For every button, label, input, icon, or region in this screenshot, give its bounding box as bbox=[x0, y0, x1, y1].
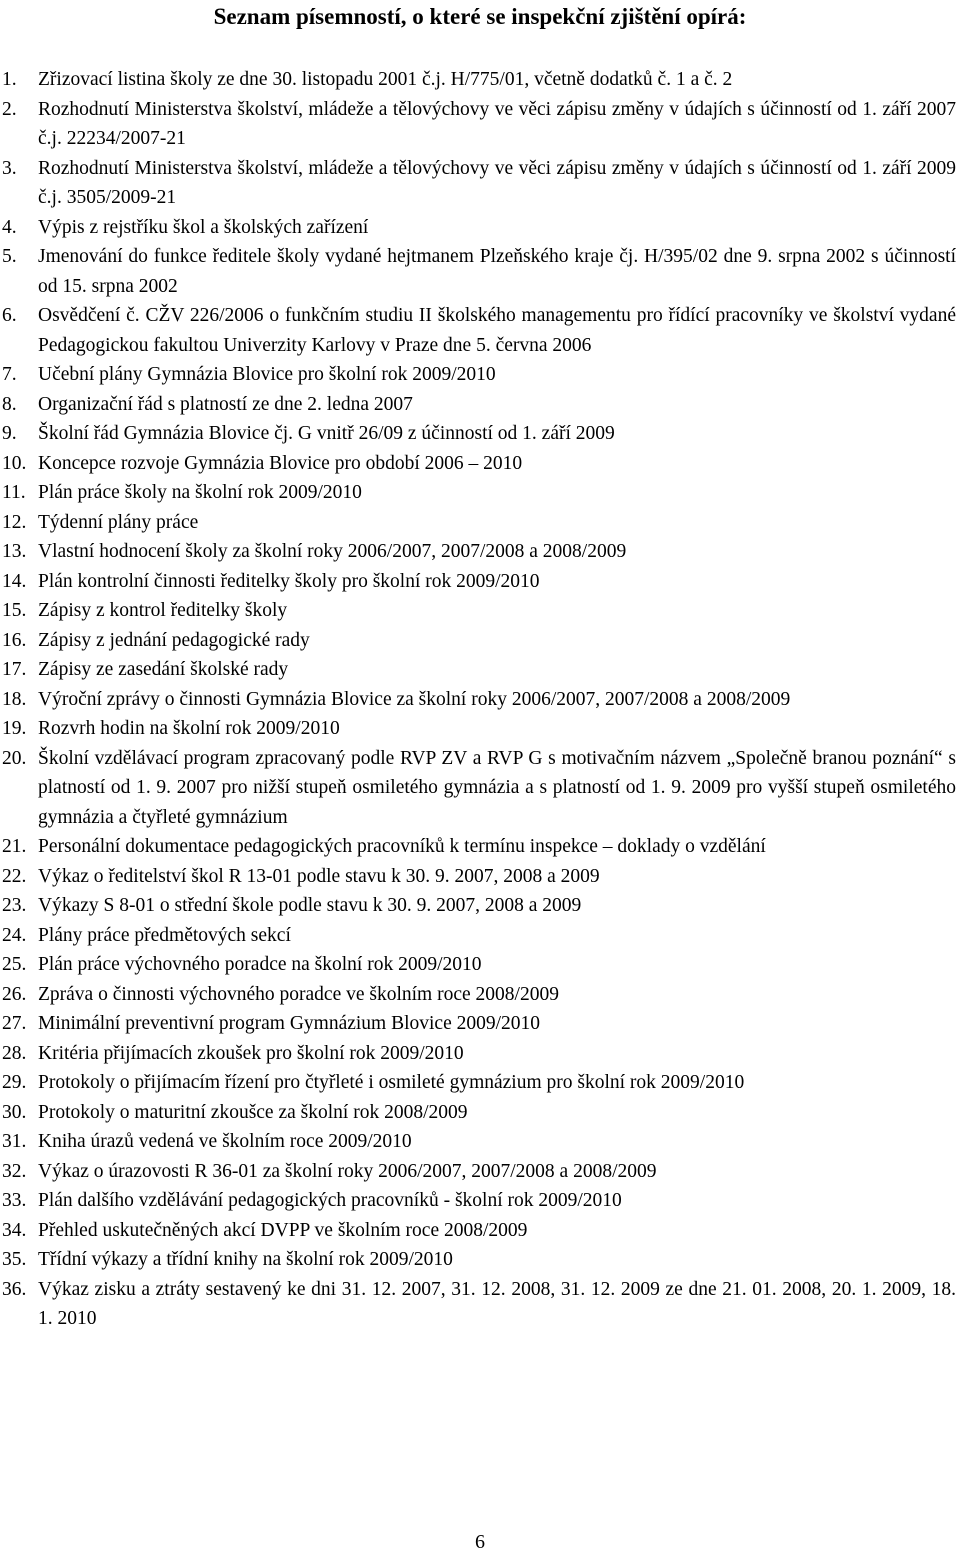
list-item-text: Zápisy ze zasedání školské rady bbox=[38, 659, 289, 680]
list-item-number: 1. bbox=[2, 69, 17, 90]
list-item-text: Plány práce předmětových sekcí bbox=[38, 924, 291, 946]
list-item-text: Personální dokumentace pedagogických pracovníků k termínu inspekce – doklady o vzdělání bbox=[38, 836, 766, 857]
list-item-number: 9. bbox=[2, 423, 17, 444]
list-item-text: Organizační řád s platností ze dne 2. ledna 2007 bbox=[38, 393, 413, 415]
list-item-text: Zápisy z jednání pedagogické rady bbox=[38, 629, 310, 651]
list-item-number: 7. bbox=[2, 364, 17, 385]
list-item bbox=[0, 449, 960, 479]
list-item-text: Výpis z rejstříku škol a školských zařízení bbox=[38, 216, 369, 238]
list-item-number: 10. bbox=[2, 452, 27, 474]
list-item-number: 15. bbox=[2, 600, 27, 621]
list-item-text: Výkaz o úrazovosti R 36-01 za školní roky 2006/2007, 2007/2008 a 2008/2009 bbox=[38, 1160, 657, 1182]
list-item bbox=[0, 862, 960, 892]
list-item bbox=[0, 980, 960, 1010]
list-item bbox=[0, 891, 960, 921]
list-item-text: Rozhodnutí Ministerstva školství, mládeže a tělovýchovy ve věci zápisu změny v údajích s účinností od 1. září 2007 č.j. 22234/2007-21 bbox=[38, 98, 956, 149]
list-item-number: 34. bbox=[2, 1219, 27, 1241]
list-item-number: 14. bbox=[2, 570, 27, 592]
list-item-number: 20. bbox=[2, 747, 27, 769]
list-item bbox=[0, 596, 960, 626]
list-item-text: Školní řád Gymnázia Blovice čj. G vnitř 26/09 z účinností od 1. září 2009 bbox=[38, 423, 615, 444]
list-item-number: 12. bbox=[2, 511, 27, 533]
list-item bbox=[0, 360, 960, 390]
list-item bbox=[0, 65, 960, 95]
document-list bbox=[0, 65, 960, 1334]
list-item-number: 18. bbox=[2, 688, 27, 710]
list-item bbox=[0, 1068, 960, 1098]
list-item-text: Jmenování do funkce ředitele školy vydané hejtmanem Plzeňského kraje čj. H/395/02 dne 9. srpna 2002 s účinností od 15. srpna 2002 bbox=[38, 246, 956, 297]
list-item bbox=[0, 537, 960, 567]
list-item-text: Zřizovací listina školy ze dne 30. listopadu 2001 č.j. H/775/01, včetně dodatků č. 1 a č. 2 bbox=[38, 69, 733, 90]
list-item bbox=[0, 301, 960, 360]
list-item-text: Plán práce výchovného poradce na školní rok 2009/2010 bbox=[38, 954, 482, 975]
list-item-text: Protokoly o přijímacím řízení pro čtyřleté i osmileté gymnázium pro školní rok 2009/2010 bbox=[38, 1072, 745, 1093]
list-item-text: Výroční zprávy o činnosti Gymnázia Blovice za školní roky 2006/2007, 2007/2008 a 2008/2009 bbox=[38, 688, 791, 710]
list-item bbox=[0, 95, 960, 154]
list-item-number: 11. bbox=[2, 482, 26, 503]
list-item-number: 5. bbox=[2, 246, 17, 267]
list-item-number: 28. bbox=[2, 1042, 27, 1064]
list-item-text: Učební plány Gymnázia Blovice pro školní rok 2009/2010 bbox=[38, 364, 496, 385]
list-item-text: Vlastní hodnocení školy za školní roky 2006/2007, 2007/2008 a 2008/2009 bbox=[38, 541, 627, 562]
list-item-number: 16. bbox=[2, 629, 27, 651]
list-item-number: 26. bbox=[2, 983, 27, 1005]
list-item-text: Rozvrh hodin na školní rok 2009/2010 bbox=[38, 718, 340, 739]
list-item-text: Výkaz zisku a ztráty sestavený ke dni 31. 12. 2007, 31. 12. 2008, 31. 12. 2009 ze dne 21. 01. 2008, 20. 1. 2009, 18. 1. 2010 bbox=[38, 1278, 956, 1329]
list-item-text: Plán kontrolní činnosti ředitelky školy pro školní rok 2009/2010 bbox=[38, 570, 540, 592]
list-item-text: Výkaz o ředitelství škol R 13-01 podle stavu k 30. 9. 2007, 2008 a 2009 bbox=[38, 865, 600, 887]
list-item-number: 27. bbox=[2, 1013, 27, 1034]
list-item bbox=[0, 1157, 960, 1187]
list-item bbox=[0, 921, 960, 951]
list-item-number: 6. bbox=[2, 305, 17, 326]
list-item-number: 2. bbox=[2, 98, 17, 120]
list-item-text: Minimální preventivní program Gymnázium Blovice 2009/2010 bbox=[38, 1013, 541, 1034]
list-item bbox=[0, 242, 960, 301]
list-item bbox=[0, 508, 960, 538]
list-item-number: 22. bbox=[2, 865, 27, 887]
list-item-text: Protokoly o maturitní zkoušce za školní rok 2008/2009 bbox=[38, 1101, 468, 1123]
list-item bbox=[0, 1245, 960, 1275]
list-item bbox=[0, 950, 960, 980]
list-item bbox=[0, 390, 960, 420]
list-item bbox=[0, 1039, 960, 1069]
list-item-number: 8. bbox=[2, 393, 17, 415]
list-item-text: Osvědčení č. CŽV 226/2006 o funkčním studiu II školského managementu pro řídící pracovníky ve školství vydané Pedagogickou fakultou Univerzity Karlovy v Praze dne 5. června 2006 bbox=[38, 305, 956, 356]
list-item-number: 13. bbox=[2, 541, 27, 562]
list-item-text: Koncepce rozvoje Gymnázia Blovice pro období 2006 – 2010 bbox=[38, 452, 523, 474]
list-item-number: 19. bbox=[2, 718, 27, 739]
list-item bbox=[0, 626, 960, 656]
list-item bbox=[0, 832, 960, 862]
list-item-number: 31. bbox=[2, 1131, 27, 1152]
list-item-number: 36. bbox=[2, 1278, 27, 1300]
list-item-text: Přehled uskutečněných akcí DVPP ve školním roce 2008/2009 bbox=[38, 1219, 528, 1241]
list-item bbox=[0, 685, 960, 715]
list-item bbox=[0, 567, 960, 597]
list-item-text: Kniha úrazů vedená ve školním roce 2009/2010 bbox=[38, 1131, 412, 1152]
page-number: 6 bbox=[475, 1531, 485, 1553]
list-item-text: Týdenní plány práce bbox=[38, 511, 199, 533]
list-item bbox=[0, 655, 960, 685]
list-item-number: 25. bbox=[2, 954, 27, 975]
list-item-number: 23. bbox=[2, 895, 27, 916]
list-item bbox=[0, 1098, 960, 1128]
list-item-text: Výkazy S 8-01 o střední škole podle stavu k 30. 9. 2007, 2008 a 2009 bbox=[38, 895, 582, 916]
list-item-text: Školní vzdělávací program zpracovaný podle RVP ZV a RVP G s motivačním názvem „Společně branou poznání“ s platností od 1. 9. 2007 pro nižší stupeň osmiletého gymnázia a s platností od 1. 9. 2009 pro vyšší stupeň osmiletého gymnázia a čtyřleté gymnázium bbox=[38, 747, 956, 828]
list-item bbox=[0, 154, 960, 213]
list-item-text: Kritéria přijímacích zkoušek pro školní rok 2009/2010 bbox=[38, 1042, 464, 1064]
list-item-number: 4. bbox=[2, 216, 17, 238]
list-item-text: Rozhodnutí Ministerstva školství, mládeže a tělovýchovy ve věci zápisu změny v údajích s účinností od 1. září 2009 č.j. 3505/2009-21 bbox=[38, 157, 956, 208]
list-item bbox=[0, 744, 960, 833]
list-item bbox=[0, 1009, 960, 1039]
document-title: Seznam písemností, o které se inspekční zjištění opírá: bbox=[213, 4, 747, 29]
list-item-number: 32. bbox=[2, 1160, 27, 1182]
list-item-number: 21. bbox=[2, 836, 27, 857]
list-item-number: 24. bbox=[2, 924, 27, 946]
list-item-number: 3. bbox=[2, 157, 17, 179]
list-item-text: Zpráva o činnosti výchovného poradce ve školním roce 2008/2009 bbox=[38, 983, 559, 1005]
list-item bbox=[0, 714, 960, 744]
list-item-text: Zápisy z kontrol ředitelky školy bbox=[38, 600, 288, 621]
list-item bbox=[0, 419, 960, 449]
list-item-text: Třídní výkazy a třídní knihy na školní rok 2009/2010 bbox=[38, 1249, 453, 1270]
list-item-number: 29. bbox=[2, 1072, 27, 1093]
list-item bbox=[0, 478, 960, 508]
list-item bbox=[0, 213, 960, 243]
list-item bbox=[0, 1127, 960, 1157]
list-item bbox=[0, 1186, 960, 1216]
list-item-text: Plán práce školy na školní rok 2009/2010 bbox=[38, 482, 362, 503]
list-item-number: 30. bbox=[2, 1101, 27, 1123]
list-item bbox=[0, 1216, 960, 1246]
list-item-text: Plán dalšího vzdělávání pedagogických pracovníků - školní rok 2009/2010 bbox=[38, 1190, 622, 1211]
list-item-number: 17. bbox=[2, 659, 27, 680]
list-item-number: 35. bbox=[2, 1249, 27, 1270]
list-item-number: 33. bbox=[2, 1190, 27, 1211]
list-item bbox=[0, 1275, 960, 1334]
